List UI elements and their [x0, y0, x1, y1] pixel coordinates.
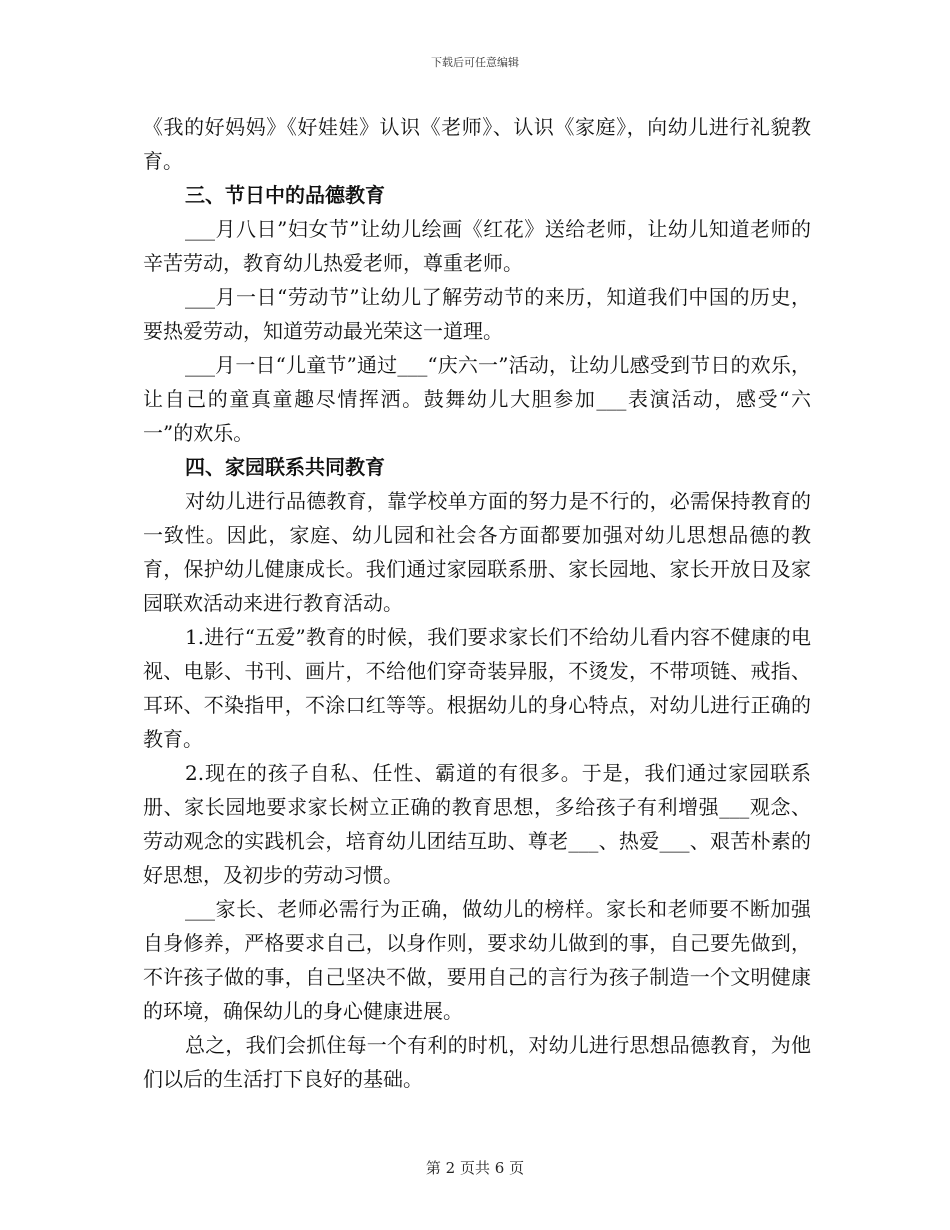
- paragraph: 《我的好妈妈》《好娃娃》认识《老师》、认识《家庭》，向幼儿进行礼貌教育。: [143, 115, 811, 173]
- page-header: 下载后可任意编辑: [431, 56, 519, 69]
- paragraph: ___月一日“劳动节”让幼儿了解劳动节的来历，知道我们中国的历史，要热爱劳动，知道劳动最光荣这一道理。: [143, 285, 811, 343]
- section-heading: 三、节日中的品德教育: [185, 183, 385, 207]
- paragraph: ___月一日“儿童节”通过___“庆六一”活动，让幼儿感受到节日的欢乐，让自己的童真童趣尽情挥洒。鼓舞幼儿大胆参加___表演活动，感受“六一”的欢乐。: [143, 353, 811, 445]
- paragraph: ___家长、老师必需行为正确，做幼儿的榜样。家长和老师要不断加强自身修养，严格要求自己，以身作则，要求幼儿做到的事，自己要先做到，不许孩子做的事，自己坚决不做，要用自己的言行为孩子制造一个文明健康的环境，确保幼儿的身心健康进展。: [143, 897, 811, 1023]
- section-heading: 四、家园联系共同教育: [185, 455, 385, 479]
- document-body: [143, 110, 811, 1096]
- paragraph: ___月八日”妇女节”让幼儿绘画《红花》送给老师，让幼儿知道老师的辛苦劳动，教育幼儿热爱老师，尊重老师。: [143, 217, 811, 275]
- paragraph: 2.现在的孩子自私、任性、霸道的有很多。于是，我们通过家园联系册、家长园地要求家长树立正确的教育思想，多给孩子有利增强___观念、劳动观念的实践机会，培育幼儿团结互助、尊老___、热爱___、艰苦朴素的好思想，及初步的劳动习惯。: [143, 761, 811, 887]
- paragraph: 1.进行“五爱”教育的时候，我们要求家长们不给幼儿看内容不健康的电视、电影、书刊、画片，不给他们穿奇装异服，不烫发，不带项链、戒指、耳环、不染指甲，不涂口红等等。根据幼儿的身心特点，对幼儿进行正确的教育。: [143, 625, 811, 751]
- page-footer: 第 2 页共 6 页: [425, 1159, 525, 1177]
- paragraph: 总之，我们会抓住每一个有利的时机，对幼儿进行思想品德教育，为他们以后的生活打下良好的基础。: [143, 1033, 811, 1091]
- paragraph: 对幼儿进行品德教育，靠学校单方面的努力是不行的，必需保持教育的一致性。因此，家庭、幼儿园和社会各方面都要加强对幼儿思想品德的教育，保护幼儿健康成长。我们通过家园联系册、家长园地、家长开放日及家园联欢活动来进行教育活动。: [143, 489, 811, 615]
